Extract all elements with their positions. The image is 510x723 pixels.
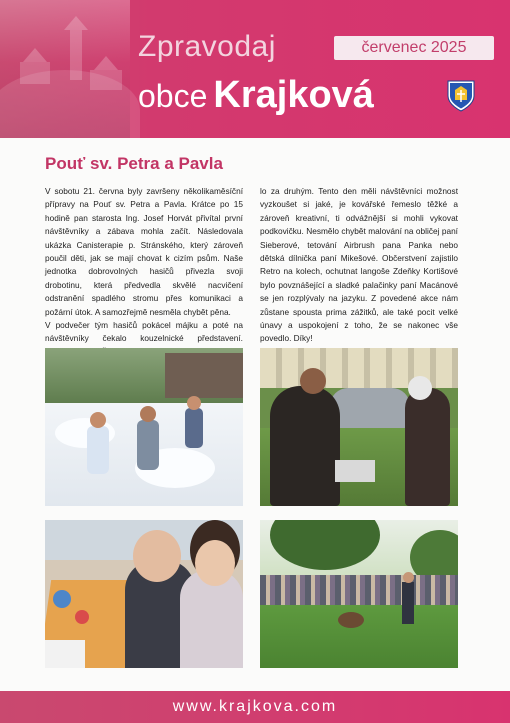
issue-date: červenec 2025 (334, 36, 494, 60)
municipality-name: Krajková (213, 74, 374, 116)
paragraph: lo za druhým. Tento den měli návštěvníci možnost vyzkoušet si jaké, je kovářské řemeslo těžké a zároveň kreativní, ti odvážnější si mohli vykovat podkovičku. Nesmělo chybět malování na obličej paní Sieberové, tetování Airbrush pana Panka nebo dětská dílnička paní Mikešové. Občerstvení zajistilo Retro na kolech, ochutnat langoše Zdeňky Kortišové bylo povznášející a sladké palačinky paní Macánové se jen rozplývaly na jazyku. Z povedené akce nám zůstane spousta prima zážitků, ale také pocit velké únavy a uspokojení z toho, že se nakonec vše povedlo. Díky! (260, 186, 458, 344)
municipal-crest-icon (447, 80, 475, 112)
header-banner (0, 0, 510, 138)
photo-blacksmith (260, 348, 458, 506)
newsletter-title: Zpravodaj (138, 30, 276, 63)
photo-children-workshop (45, 520, 243, 668)
village-photo (0, 0, 130, 138)
website-link[interactable]: www.krajkova.com (172, 698, 338, 715)
article-title: Pouť sv. Petra a Pavla (45, 154, 223, 173)
article-column-right (260, 185, 458, 369)
paragraph: V podvečer tým hasičů pokácel májku a poté na návštěvníky čekalo kouzelnické představení. (45, 320, 243, 344)
paragraph: V sobotu 21. června byly završeny několikaměsíční přípravy na Pouť sv. Petra a Pavla. Krátce po 15 hodině pan starosta Ing. Josef Horvát přivítal první návštěvníky a zábava mohla začít. Následovala ukázka Canisterapie p. Stránského, který zároveň poučil děti, jak se mají chovat k cizím psům. Naše jednotka dobrovolných hasičů přivezla svoji drobotinu, která předvedla skvělé nacvičení odstranění spadlého stromu přes komunikaci a požární útok. A samozřejmě nesměla chybět pěna. (45, 186, 243, 317)
municipality-title (138, 74, 374, 117)
photo-foam-party (45, 348, 243, 506)
photo-canistherapy-show (260, 520, 458, 668)
footer-bar (0, 691, 510, 723)
title-prefix: obce (138, 78, 208, 114)
